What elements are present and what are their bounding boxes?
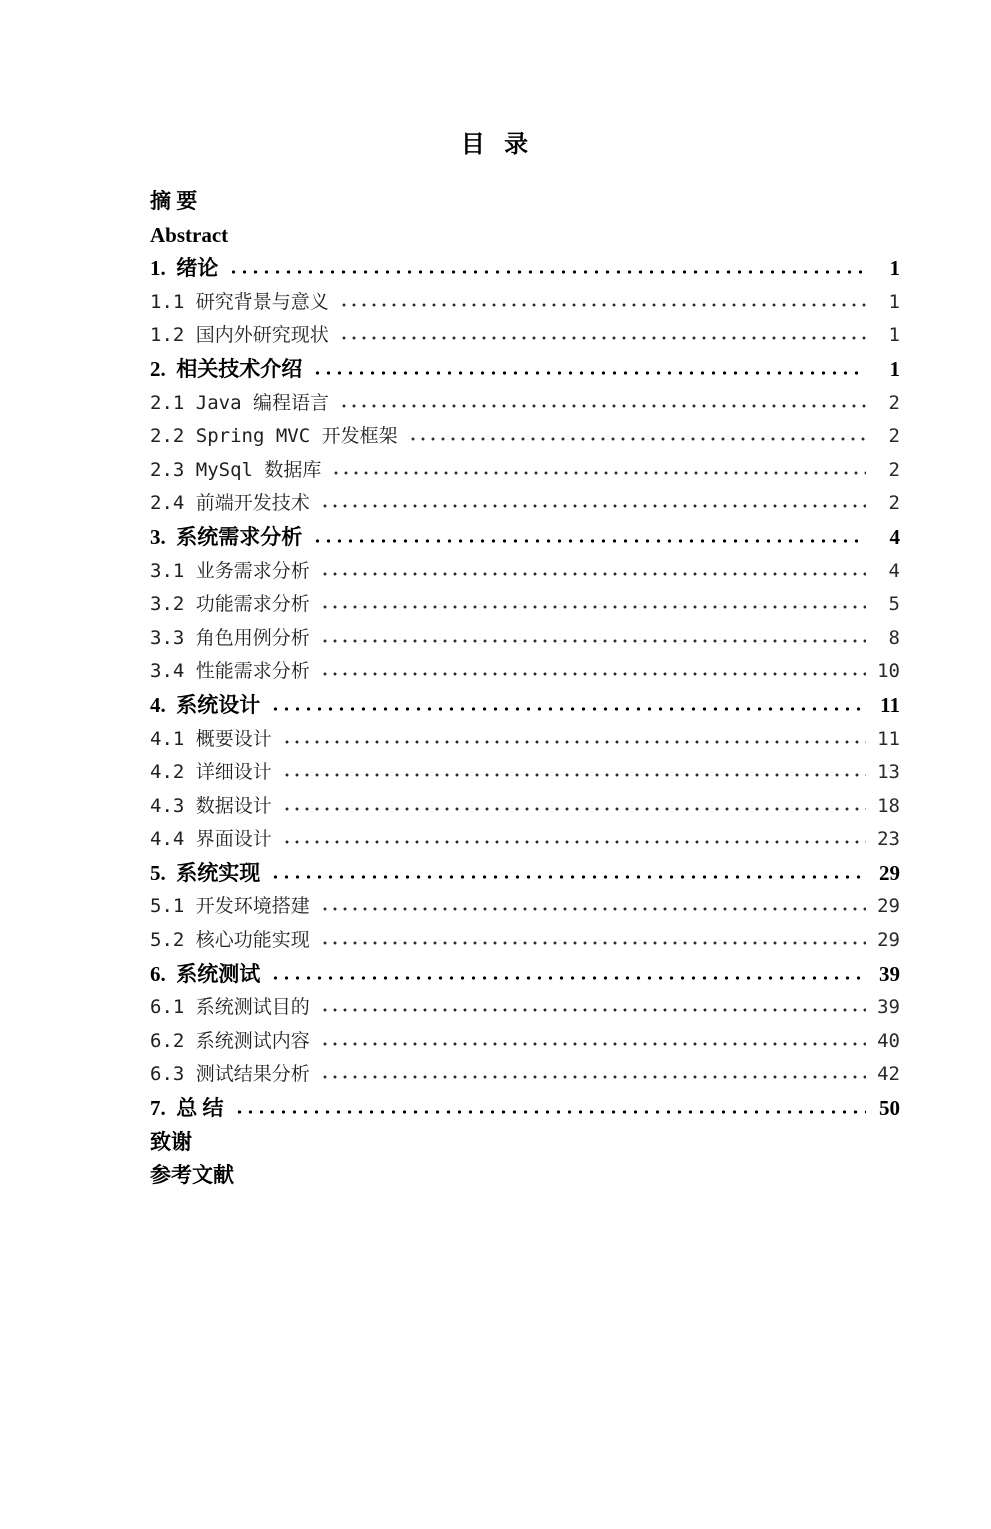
toc-entry — [150, 319, 900, 353]
toc-entry — [150, 387, 900, 421]
toc-entry — [150, 252, 900, 286]
toc-entry — [150, 185, 900, 219]
toc-entry — [150, 1126, 900, 1160]
toc-entry-label: 2.3 MySql 数据库 — [150, 458, 322, 481]
toc-entry-page: 11 — [880, 692, 900, 717]
toc-entry-page: 1 — [888, 324, 900, 347]
dot-leader — [320, 638, 866, 644]
toc-entry — [150, 555, 900, 589]
toc-entry-label: 5.1 开发环境搭建 — [150, 895, 310, 918]
toc-entry — [150, 689, 900, 723]
toc-entry — [150, 353, 900, 387]
toc-entry — [150, 756, 900, 790]
dot-leader — [339, 403, 866, 409]
dot-leader — [339, 335, 866, 341]
toc-entry — [150, 1025, 900, 1059]
toc-entry-label: 4.4 界面设计 — [150, 828, 272, 851]
toc-entry-page: 42 — [877, 1063, 900, 1086]
toc-entry-label: 1.2 国内外研究现状 — [150, 324, 329, 347]
toc-entry — [150, 420, 900, 454]
toc-entry — [150, 958, 900, 992]
toc-entry-label: 2.4 前端开发技术 — [150, 492, 310, 515]
dot-leader — [282, 839, 866, 845]
dot-leader — [331, 470, 866, 476]
toc-entry-page: 1 — [889, 356, 900, 381]
toc-entry-label: 4.3 数据设计 — [150, 794, 272, 817]
toc-entry-label: 3.3 角色用例分析 — [150, 626, 310, 649]
page-title: 目 录 — [460, 131, 531, 158]
toc-entry — [150, 1092, 900, 1126]
toc-entry — [150, 286, 900, 320]
toc-entry-label: 3.1 业务需求分析 — [150, 559, 310, 582]
toc-entry-page: 2 — [888, 492, 900, 515]
toc-entry-page: 29 — [877, 929, 900, 952]
toc-entry-page: 2 — [888, 458, 900, 481]
toc-entry — [150, 655, 900, 689]
toc-entry-label: 3.2 功能需求分析 — [150, 593, 310, 616]
toc-entry — [150, 890, 900, 924]
toc-entry-label: 5.2 核心功能实现 — [150, 929, 310, 952]
toc-entry-page: 13 — [877, 761, 900, 784]
toc-entry-label: 2.2 Spring MVC 开发框架 — [150, 425, 398, 448]
toc-entry-label: 3. 系统需求分析 — [150, 524, 303, 549]
dot-leader — [234, 1109, 867, 1115]
dot-leader — [408, 436, 866, 442]
toc-entry — [150, 857, 900, 891]
toc-entry-label: 4.2 详细设计 — [150, 761, 272, 784]
toc-entry — [150, 924, 900, 958]
dot-leader — [320, 503, 866, 509]
toc-entry-label: 5. 系统实现 — [150, 860, 261, 885]
dot-leader — [282, 739, 866, 745]
toc-entry-label: 6.2 系统测试内容 — [150, 1029, 310, 1052]
toc-entry — [150, 991, 900, 1025]
dot-leader — [312, 538, 866, 544]
toc-entry — [150, 1058, 900, 1092]
document-page — [0, 128, 991, 1529]
dot-leader — [282, 772, 866, 778]
toc-entry-page: 5 — [888, 593, 900, 616]
dot-leader — [320, 604, 866, 610]
toc-entry-label: 6.1 系统测试目的 — [150, 996, 310, 1019]
toc-entry — [150, 1159, 900, 1193]
toc-entry-label: 致谢 — [150, 1129, 192, 1154]
toc-entry-page: 18 — [877, 794, 900, 817]
toc-entry-label: Abstract — [150, 222, 229, 247]
dot-leader — [282, 806, 866, 812]
toc-entry-page: 50 — [879, 1096, 900, 1121]
toc-entry — [150, 823, 900, 857]
toc-entry — [150, 790, 900, 824]
toc-entry-page: 4 — [888, 559, 900, 582]
toc-entry-page: 23 — [877, 828, 900, 851]
toc-entry-page: 1 — [888, 290, 900, 313]
toc-entry — [150, 487, 900, 521]
toc-entry — [150, 454, 900, 488]
dot-leader — [270, 975, 866, 981]
toc-entry — [150, 723, 900, 757]
dot-leader — [320, 571, 866, 577]
toc-entry-label: 3.4 性能需求分析 — [150, 660, 310, 683]
dot-leader — [320, 1007, 866, 1013]
toc-entry-label: 7. 总 结 — [150, 1096, 224, 1121]
toc-entry-page: 4 — [889, 524, 900, 549]
toc-entry-page: 39 — [879, 961, 900, 986]
toc-entry-label: 2.1 Java 编程语言 — [150, 391, 329, 414]
dot-leader — [320, 1041, 866, 1047]
dot-leader — [228, 269, 866, 275]
toc-entry-page: 40 — [877, 1029, 900, 1052]
toc-entry-page: 29 — [879, 860, 900, 885]
toc-entry-label: 6. 系统测试 — [150, 961, 261, 986]
dot-leader — [320, 940, 866, 946]
toc-entry-label: 参考文献 — [150, 1163, 234, 1188]
toc-entry-page: 11 — [877, 727, 900, 750]
toc-list — [150, 185, 900, 1193]
dot-leader — [312, 370, 866, 376]
toc-entry-page: 29 — [877, 895, 900, 918]
toc-entry — [150, 219, 900, 253]
toc-entry-label: 4. 系统设计 — [150, 692, 261, 717]
dot-leader — [320, 1074, 866, 1080]
toc-entry — [150, 521, 900, 555]
dot-leader — [270, 706, 866, 712]
dot-leader — [270, 874, 866, 880]
toc-entry-label: 摘 要 — [150, 189, 198, 213]
dot-leader — [339, 302, 866, 308]
dot-leader — [320, 906, 866, 912]
toc-entry-page: 8 — [888, 626, 900, 649]
toc-entry-label: 6.3 测试结果分析 — [150, 1063, 310, 1086]
toc-entry-label: 4.1 概要设计 — [150, 727, 272, 750]
toc-entry — [150, 588, 900, 622]
toc-entry-page: 39 — [877, 996, 900, 1019]
toc-entry-label: 1. 绪论 — [150, 256, 219, 281]
toc-entry-page: 2 — [888, 425, 900, 448]
toc-entry-page: 2 — [888, 391, 900, 414]
toc-entry — [150, 622, 900, 656]
toc-entry-page: 10 — [877, 660, 900, 683]
toc-entry-page: 1 — [889, 256, 900, 281]
toc-entry-label: 1.1 研究背景与意义 — [150, 290, 329, 313]
toc-entry-label: 2. 相关技术介绍 — [150, 356, 303, 381]
dot-leader — [320, 671, 866, 677]
